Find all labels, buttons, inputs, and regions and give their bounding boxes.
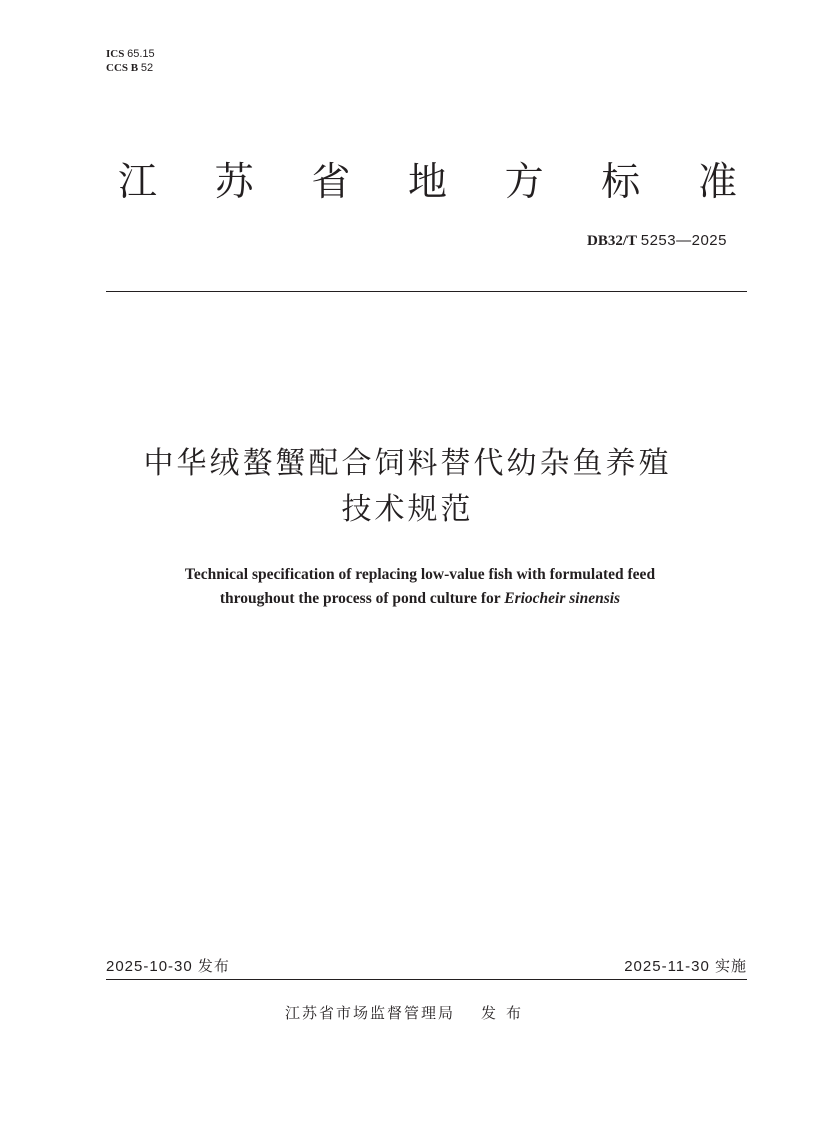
title-chinese-line1: 中华绒螯蟹配合饲料替代幼杂鱼养殖 — [143, 446, 672, 481]
standard-type-char: 省 — [311, 160, 351, 205]
bottom-divider — [106, 979, 747, 980]
issuing-authority — [285, 1002, 531, 1024]
standard-number — [587, 231, 727, 251]
implementation-date: 2025-11-30 实施 — [624, 958, 747, 975]
ccs-label: CCS — [106, 62, 129, 74]
standard-type-char: 标 — [601, 160, 641, 205]
ccs-code — [106, 61, 155, 75]
standard-number-value: 5253—2025 — [640, 232, 727, 249]
species-name: Eriocheir sinensis — [504, 590, 621, 607]
issuer-action: 发布 — [481, 1004, 532, 1022]
ics-label: ICS — [106, 48, 125, 60]
title-chinese-line2: 技术规范 — [341, 492, 474, 527]
title-chinese — [0, 441, 815, 533]
ccs-value: 52 — [140, 62, 154, 74]
standard-type-char: 江 — [118, 160, 158, 205]
ics-code — [106, 47, 155, 61]
title-english-line1: Technical specification of replacing low-value fish with formulated feed — [184, 566, 656, 583]
standard-type-heading — [106, 157, 747, 209]
title-english-line2-text: throughout the process of pond culture for — [219, 590, 505, 607]
ccs-code-letter: B — [130, 62, 139, 74]
standard-number-prefix: DB32/T — [586, 233, 637, 249]
standard-type-char: 方 — [504, 160, 544, 205]
issue-date: 2025-10-30 发布 — [106, 958, 230, 975]
standard-type-char: 准 — [697, 160, 737, 205]
classification-codes — [106, 47, 155, 75]
top-divider — [106, 291, 747, 292]
standard-type-char: 地 — [407, 160, 447, 205]
issuer-name: 江苏省市场监督管理局 — [285, 1004, 456, 1022]
standard-type-char: 苏 — [214, 160, 254, 205]
title-english-line2 — [0, 587, 815, 611]
title-english — [0, 563, 815, 611]
ics-value: 65.15 — [127, 48, 155, 60]
